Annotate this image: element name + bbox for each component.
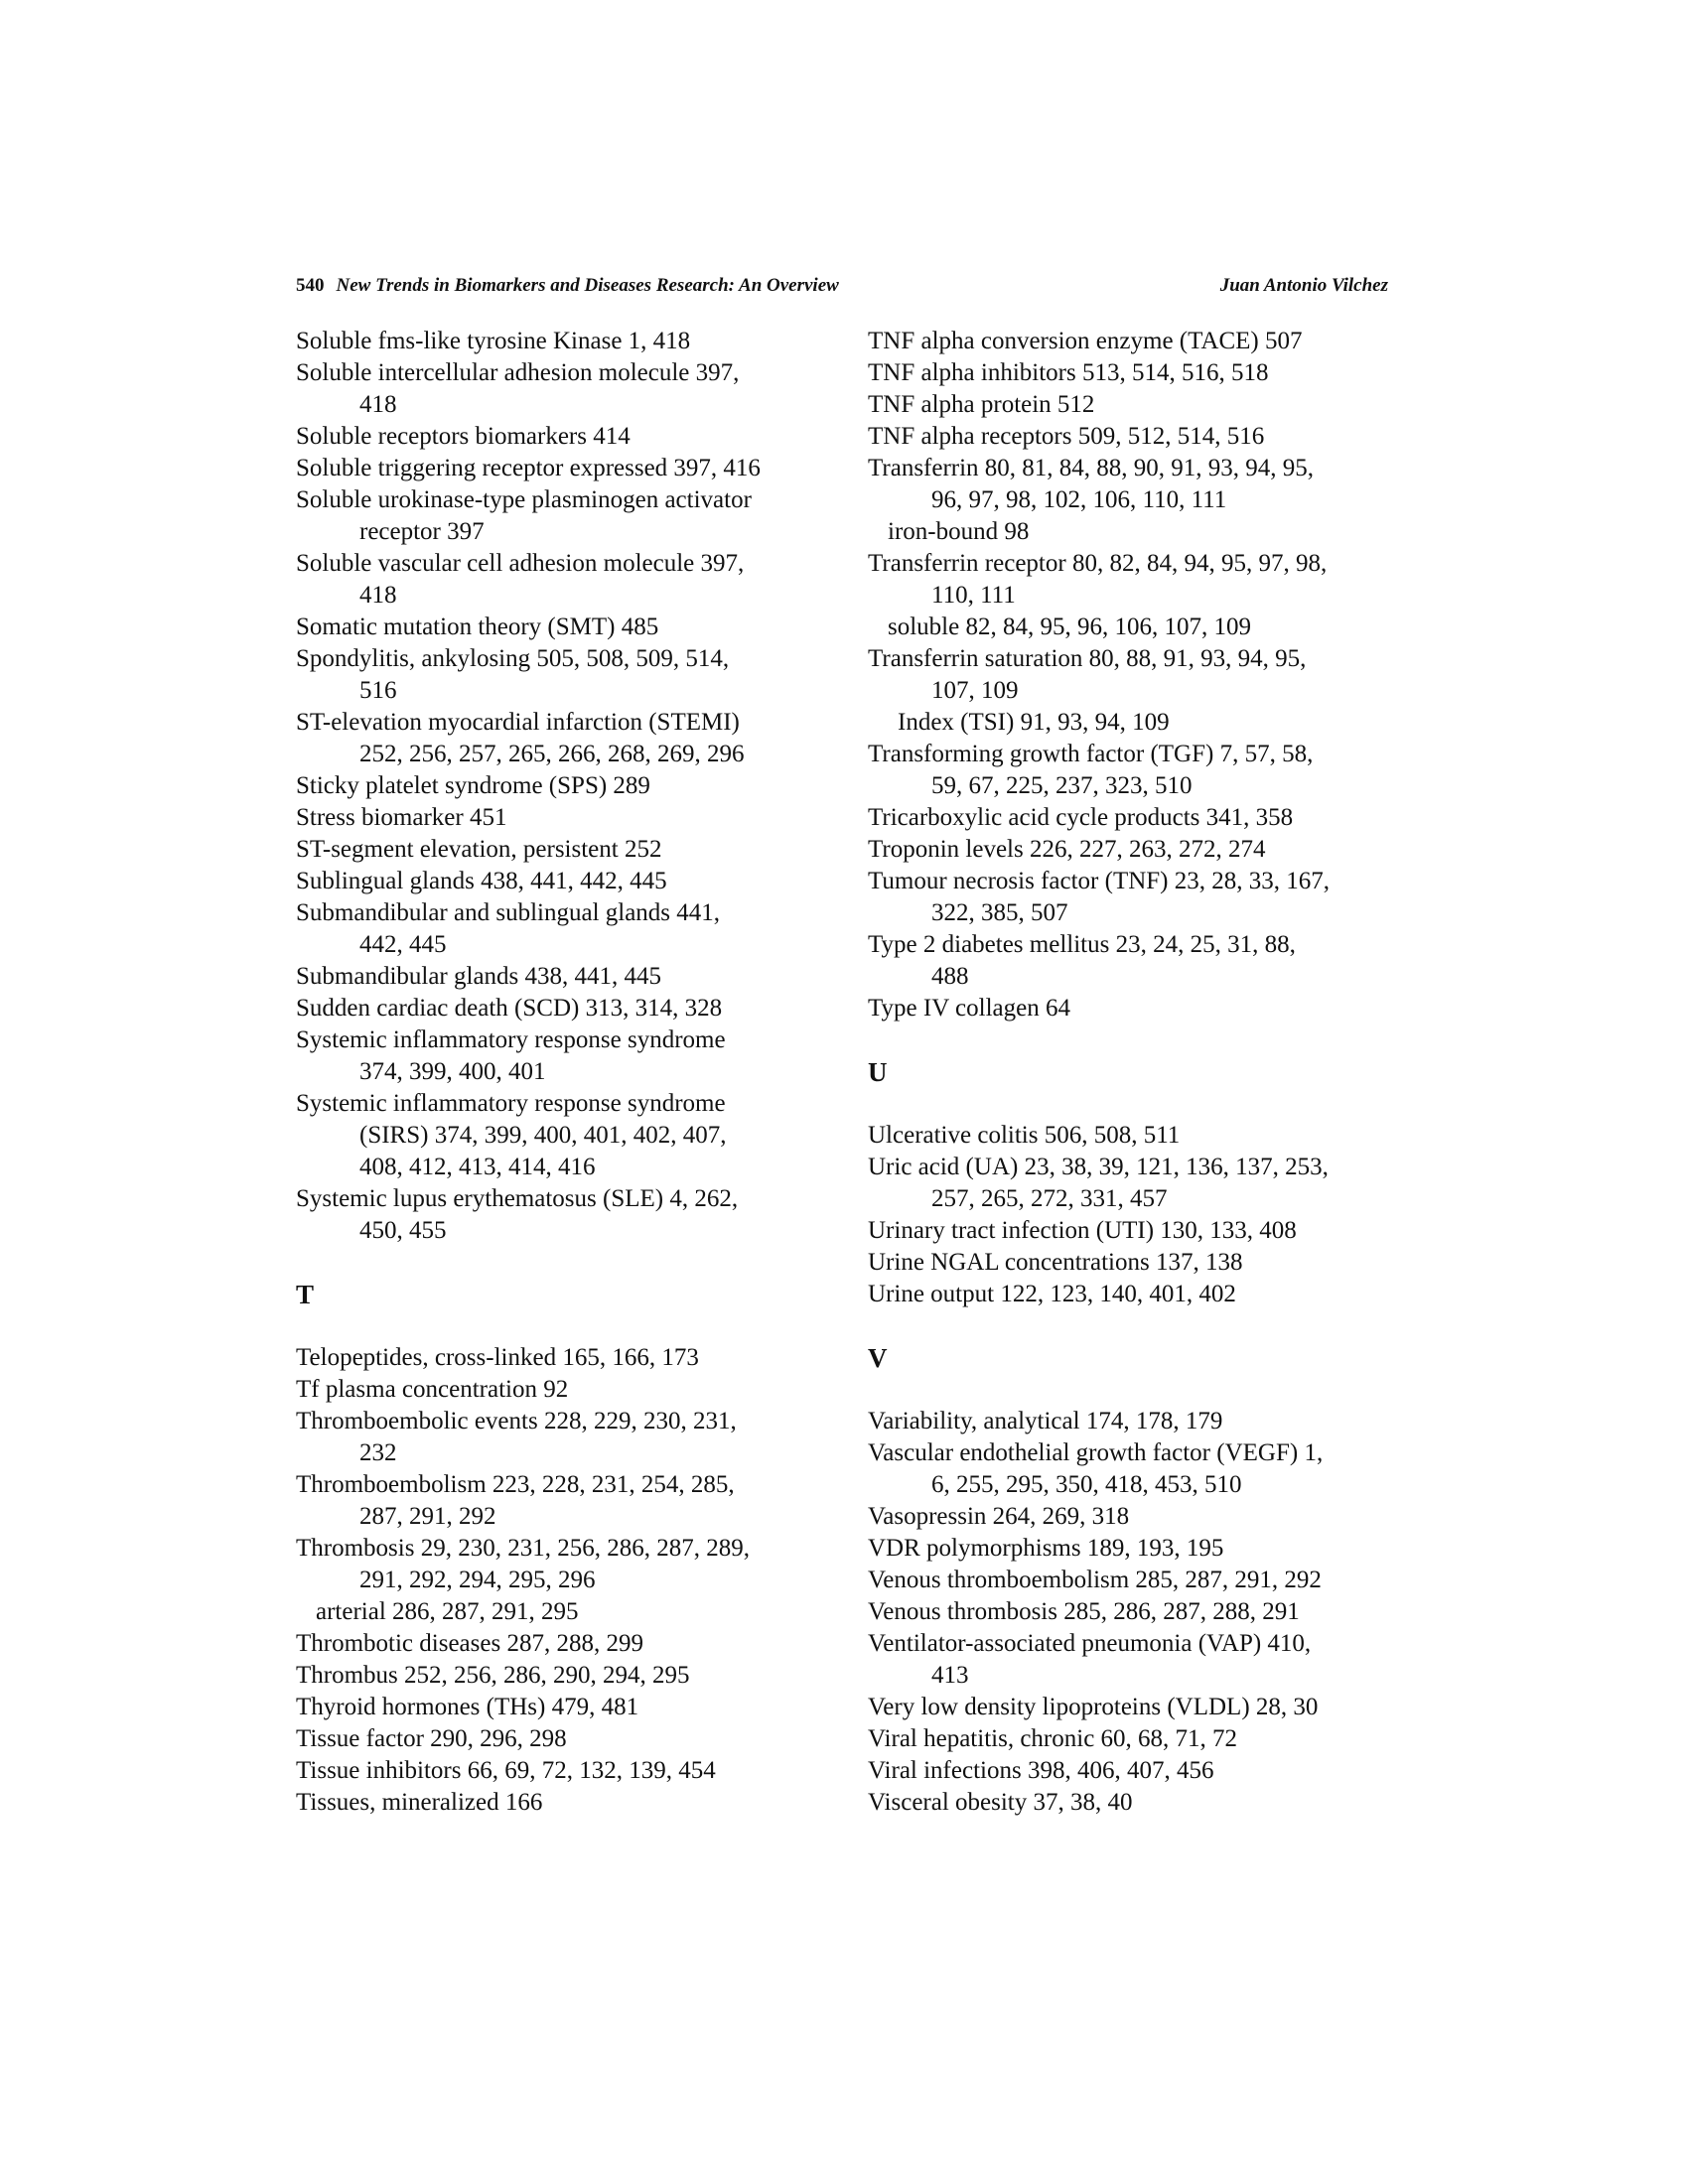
- index-entry: [296, 802, 832, 834]
- index-entry: [868, 1692, 1404, 1723]
- index-entry: [868, 1533, 1404, 1565]
- page-number: 540: [296, 275, 325, 296]
- index-entry: [296, 643, 832, 707]
- index-term: ST-segment elevation, persistent 252: [296, 836, 662, 863]
- index-term: Transferrin saturation 80, 88, 91, 93, 94, 95,: [868, 645, 1307, 672]
- index-entry: [868, 993, 1404, 1024]
- index-term: Spondylitis, ankylosing 505, 508, 509, 514,: [296, 645, 730, 672]
- index-entry: [868, 707, 1404, 739]
- index-term: Thromboembolic events 228, 229, 230, 231,: [296, 1408, 737, 1434]
- index-term: TNF alpha receptors 509, 512, 514, 516: [868, 423, 1265, 450]
- index-entry: [868, 1723, 1404, 1755]
- index-term: TNF alpha protein 512: [868, 391, 1095, 418]
- index-entry: [868, 1437, 1404, 1501]
- index-group-t-continued: [868, 326, 1404, 1024]
- index-term: TNF alpha conversion enzyme (TACE) 507: [868, 328, 1303, 354]
- index-entry: [868, 1406, 1404, 1437]
- index-term-continuation: 442, 445: [359, 931, 447, 958]
- index-term-continuation: 107, 109: [931, 677, 1019, 704]
- index-term: Transferrin receptor 80, 82, 84, 94, 95, 97, 98,: [868, 550, 1328, 577]
- index-term: Type 2 diabetes mellitus 23, 24, 25, 31, 88,: [868, 931, 1296, 958]
- index-entry: [296, 357, 832, 421]
- index-entry: [868, 326, 1404, 357]
- index-term-continuation: 408, 412, 413, 414, 416: [359, 1154, 596, 1180]
- index-entry: [296, 1183, 832, 1247]
- index-term: Very low density lipoproteins (VLDL) 28, 30: [868, 1694, 1319, 1720]
- index-term: Tf plasma concentration 92: [296, 1376, 569, 1403]
- index-group-t: [296, 1342, 832, 1819]
- index-term: Transferrin 80, 81, 84, 88, 90, 91, 93, 94, 95,: [868, 455, 1315, 481]
- index-term: Systemic inflammatory response syndrome: [296, 1026, 726, 1053]
- index-term: Urine NGAL concentrations 137, 138: [868, 1249, 1243, 1276]
- index-term: Urinary tract infection (UTI) 130, 133, 408: [868, 1217, 1297, 1244]
- index-term: Type IV collagen 64: [868, 995, 1070, 1022]
- index-entry: [868, 739, 1404, 802]
- index-term: Thrombotic diseases 287, 288, 299: [296, 1630, 643, 1657]
- index-term: Sticky platelet syndrome (SPS) 289: [296, 772, 650, 799]
- section-letter-t: T: [296, 1280, 315, 1309]
- index-term: Sublingual glands 438, 441, 442, 445: [296, 868, 667, 894]
- section-letter-v: V: [868, 1343, 888, 1373]
- index-entry: [868, 1152, 1404, 1215]
- index-term-continuation: receptor 397: [359, 518, 485, 545]
- index-entry: [868, 548, 1404, 612]
- index-entry: [296, 1692, 832, 1723]
- index-entry: [868, 802, 1404, 834]
- index-term-continuation: 59, 67, 225, 237, 323, 510: [931, 772, 1193, 799]
- index-entry: [296, 484, 832, 548]
- index-term: Viral hepatitis, chronic 60, 68, 71, 72: [868, 1725, 1238, 1752]
- index-term: Variability, analytical 174, 178, 179: [868, 1408, 1223, 1434]
- index-term: Visceral obesity 37, 38, 40: [868, 1789, 1133, 1816]
- index-entry: [296, 1723, 832, 1755]
- index-term: Thromboembolism 223, 228, 231, 254, 285,: [296, 1471, 735, 1498]
- book-title: New Trends in Biomarkers and Diseases Research: An Overview: [336, 275, 839, 296]
- index-term-continuation: 413: [931, 1662, 969, 1689]
- index-entry: [868, 929, 1404, 993]
- index-entry: [868, 1755, 1404, 1787]
- index-term-continuation: 418: [359, 391, 397, 418]
- index-term-continuation: 287, 291, 292: [359, 1503, 496, 1530]
- index-entry: [296, 770, 832, 802]
- index-term: Thyroid hormones (THs) 479, 481: [296, 1694, 639, 1720]
- index-term: Soluble fms-like tyrosine Kinase 1, 418: [296, 328, 691, 354]
- index-entry: [296, 1342, 832, 1374]
- index-entry: [868, 453, 1404, 516]
- index-entry: [868, 612, 1404, 643]
- index-term: Submandibular glands 438, 441, 445: [296, 963, 662, 990]
- index-term: Telopeptides, cross-linked 165, 166, 173: [296, 1344, 699, 1371]
- index-term: Soluble intercellular adhesion molecule 397,: [296, 359, 740, 386]
- index-term: Soluble urokinase-type plasminogen activator: [296, 486, 752, 513]
- index-entry: [868, 866, 1404, 929]
- index-term: Systemic inflammatory response syndrome: [296, 1090, 726, 1117]
- index-entry: [296, 548, 832, 612]
- index-term: Tumour necrosis factor (TNF) 23, 28, 33, 167,: [868, 868, 1331, 894]
- index-entry: [296, 1088, 832, 1183]
- index-term: Soluble triggering receptor expressed 397, 416: [296, 455, 761, 481]
- index-entry: [296, 1406, 832, 1469]
- index-entry: [296, 1533, 832, 1596]
- index-term: Submandibular and sublingual glands 441,: [296, 899, 721, 926]
- index-term: Troponin levels 226, 227, 263, 272, 274: [868, 836, 1266, 863]
- index-term-continuation: 110, 111: [931, 582, 1016, 609]
- index-term: Soluble receptors biomarkers 414: [296, 423, 631, 450]
- index-term-continuation: (SIRS) 374, 399, 400, 401, 402, 407,: [359, 1122, 727, 1149]
- index-entry: [868, 1247, 1404, 1279]
- index-term: Venous thromboembolism 285, 287, 291, 292: [868, 1567, 1322, 1593]
- index-term: Ventilator-associated pneumonia (VAP) 410,: [868, 1630, 1312, 1657]
- index-entry: [296, 866, 832, 897]
- index-group-s-continued: [296, 326, 832, 1247]
- index-term: Systemic lupus erythematosus (SLE) 4, 262,: [296, 1185, 739, 1212]
- index-term: Vascular endothelial growth factor (VEGF) 1,: [868, 1439, 1324, 1466]
- index-term: Tissue inhibitors 66, 69, 72, 132, 139, 454: [296, 1757, 716, 1784]
- index-entry: [296, 612, 832, 643]
- index-entry: [296, 1596, 832, 1628]
- index-term-continuation: 374, 399, 400, 401: [359, 1058, 546, 1085]
- index-term: Stress biomarker 451: [296, 804, 507, 831]
- index-term-continuation: 232: [359, 1439, 397, 1466]
- index-term: Tissues, mineralized 166: [296, 1789, 543, 1816]
- index-entry: [296, 1628, 832, 1660]
- index-column-left: [296, 326, 832, 1819]
- index-term-continuation: 450, 455: [359, 1217, 447, 1244]
- index-term-continuation: 322, 385, 507: [931, 899, 1068, 926]
- index-entry: [868, 834, 1404, 866]
- index-term: Soluble vascular cell adhesion molecule 397,: [296, 550, 745, 577]
- index-term: Sudden cardiac death (SCD) 313, 314, 328: [296, 995, 723, 1022]
- index-entry: [296, 421, 832, 453]
- index-group-v: [868, 1406, 1404, 1819]
- index-entry: [868, 1596, 1404, 1628]
- section-letter-u: U: [868, 1057, 888, 1087]
- index-entry: [296, 1469, 832, 1533]
- index-entry: [296, 834, 832, 866]
- index-entry: [868, 643, 1404, 707]
- index-entry: [868, 1628, 1404, 1692]
- index-entry: [296, 326, 832, 357]
- index-entry: [296, 897, 832, 961]
- index-term: VDR polymorphisms 189, 193, 195: [868, 1535, 1224, 1562]
- author-name: Juan Antonio Vilchez: [1219, 275, 1388, 296]
- index-term: Tricarboxylic acid cycle products 341, 358: [868, 804, 1294, 831]
- index-subterm: iron-bound 98: [888, 518, 1030, 545]
- index-term: TNF alpha inhibitors 513, 514, 516, 518: [868, 359, 1269, 386]
- index-entry: [868, 1215, 1404, 1247]
- index-term-continuation: 516: [359, 677, 397, 704]
- index-column-right: [868, 326, 1404, 1819]
- index-term: ST-elevation myocardial infarction (STEMI): [296, 709, 740, 736]
- index-term: Ulcerative colitis 506, 508, 511: [868, 1122, 1181, 1149]
- index-entry: [868, 389, 1404, 421]
- running-header: [296, 270, 1388, 302]
- index-entry: [296, 961, 832, 993]
- index-entry: [868, 516, 1404, 548]
- index-term-continuation: 418: [359, 582, 397, 609]
- index-entry: [868, 1501, 1404, 1533]
- index-term-continuation: 488: [931, 963, 969, 990]
- index-entry: [296, 453, 832, 484]
- index-entry: [296, 1660, 832, 1692]
- index-subterm: Index (TSI) 91, 93, 94, 109: [898, 709, 1170, 736]
- index-term: Viral infections 398, 406, 407, 456: [868, 1757, 1214, 1784]
- index-subterm: soluble 82, 84, 95, 96, 106, 107, 109: [888, 614, 1251, 640]
- index-entry: [296, 707, 832, 770]
- index-term: Somatic mutation theory (SMT) 485: [296, 614, 659, 640]
- index-term: Tissue factor 290, 296, 298: [296, 1725, 567, 1752]
- index-entry: [868, 357, 1404, 389]
- index-entry: [296, 1374, 832, 1406]
- index-term: Uric acid (UA) 23, 38, 39, 121, 136, 137, 253,: [868, 1154, 1329, 1180]
- index-term-continuation: 6, 255, 295, 350, 418, 453, 510: [931, 1471, 1242, 1498]
- index-term-continuation: 291, 292, 294, 295, 296: [359, 1567, 596, 1593]
- index-entry: [296, 1787, 832, 1819]
- index-entry: [296, 993, 832, 1024]
- index-entry: [296, 1755, 832, 1787]
- index-entry: [868, 1120, 1404, 1152]
- index-term: Thrombosis 29, 230, 231, 256, 286, 287, 289,: [296, 1535, 750, 1562]
- index-term: Vasopressin 264, 269, 318: [868, 1503, 1130, 1530]
- index-term: Urine output 122, 123, 140, 401, 402: [868, 1281, 1236, 1307]
- index-entry: [868, 1565, 1404, 1596]
- index-term: Transforming growth factor (TGF) 7, 57, 58,: [868, 741, 1314, 767]
- index-term-continuation: 252, 256, 257, 265, 266, 268, 269, 296: [359, 741, 745, 767]
- index-entry: [868, 1787, 1404, 1819]
- index-entry: [296, 1024, 832, 1088]
- index-entry: [868, 421, 1404, 453]
- index-term: Thrombus 252, 256, 286, 290, 294, 295: [296, 1662, 690, 1689]
- index-term-continuation: 257, 265, 272, 331, 457: [931, 1185, 1168, 1212]
- index-subterm: arterial 286, 287, 291, 295: [316, 1598, 579, 1625]
- index-term-continuation: 96, 97, 98, 102, 106, 110, 111: [931, 486, 1227, 513]
- index-term: Venous thrombosis 285, 286, 287, 288, 291: [868, 1598, 1300, 1625]
- index-entry: [868, 1279, 1404, 1310]
- index-group-u: [868, 1120, 1404, 1310]
